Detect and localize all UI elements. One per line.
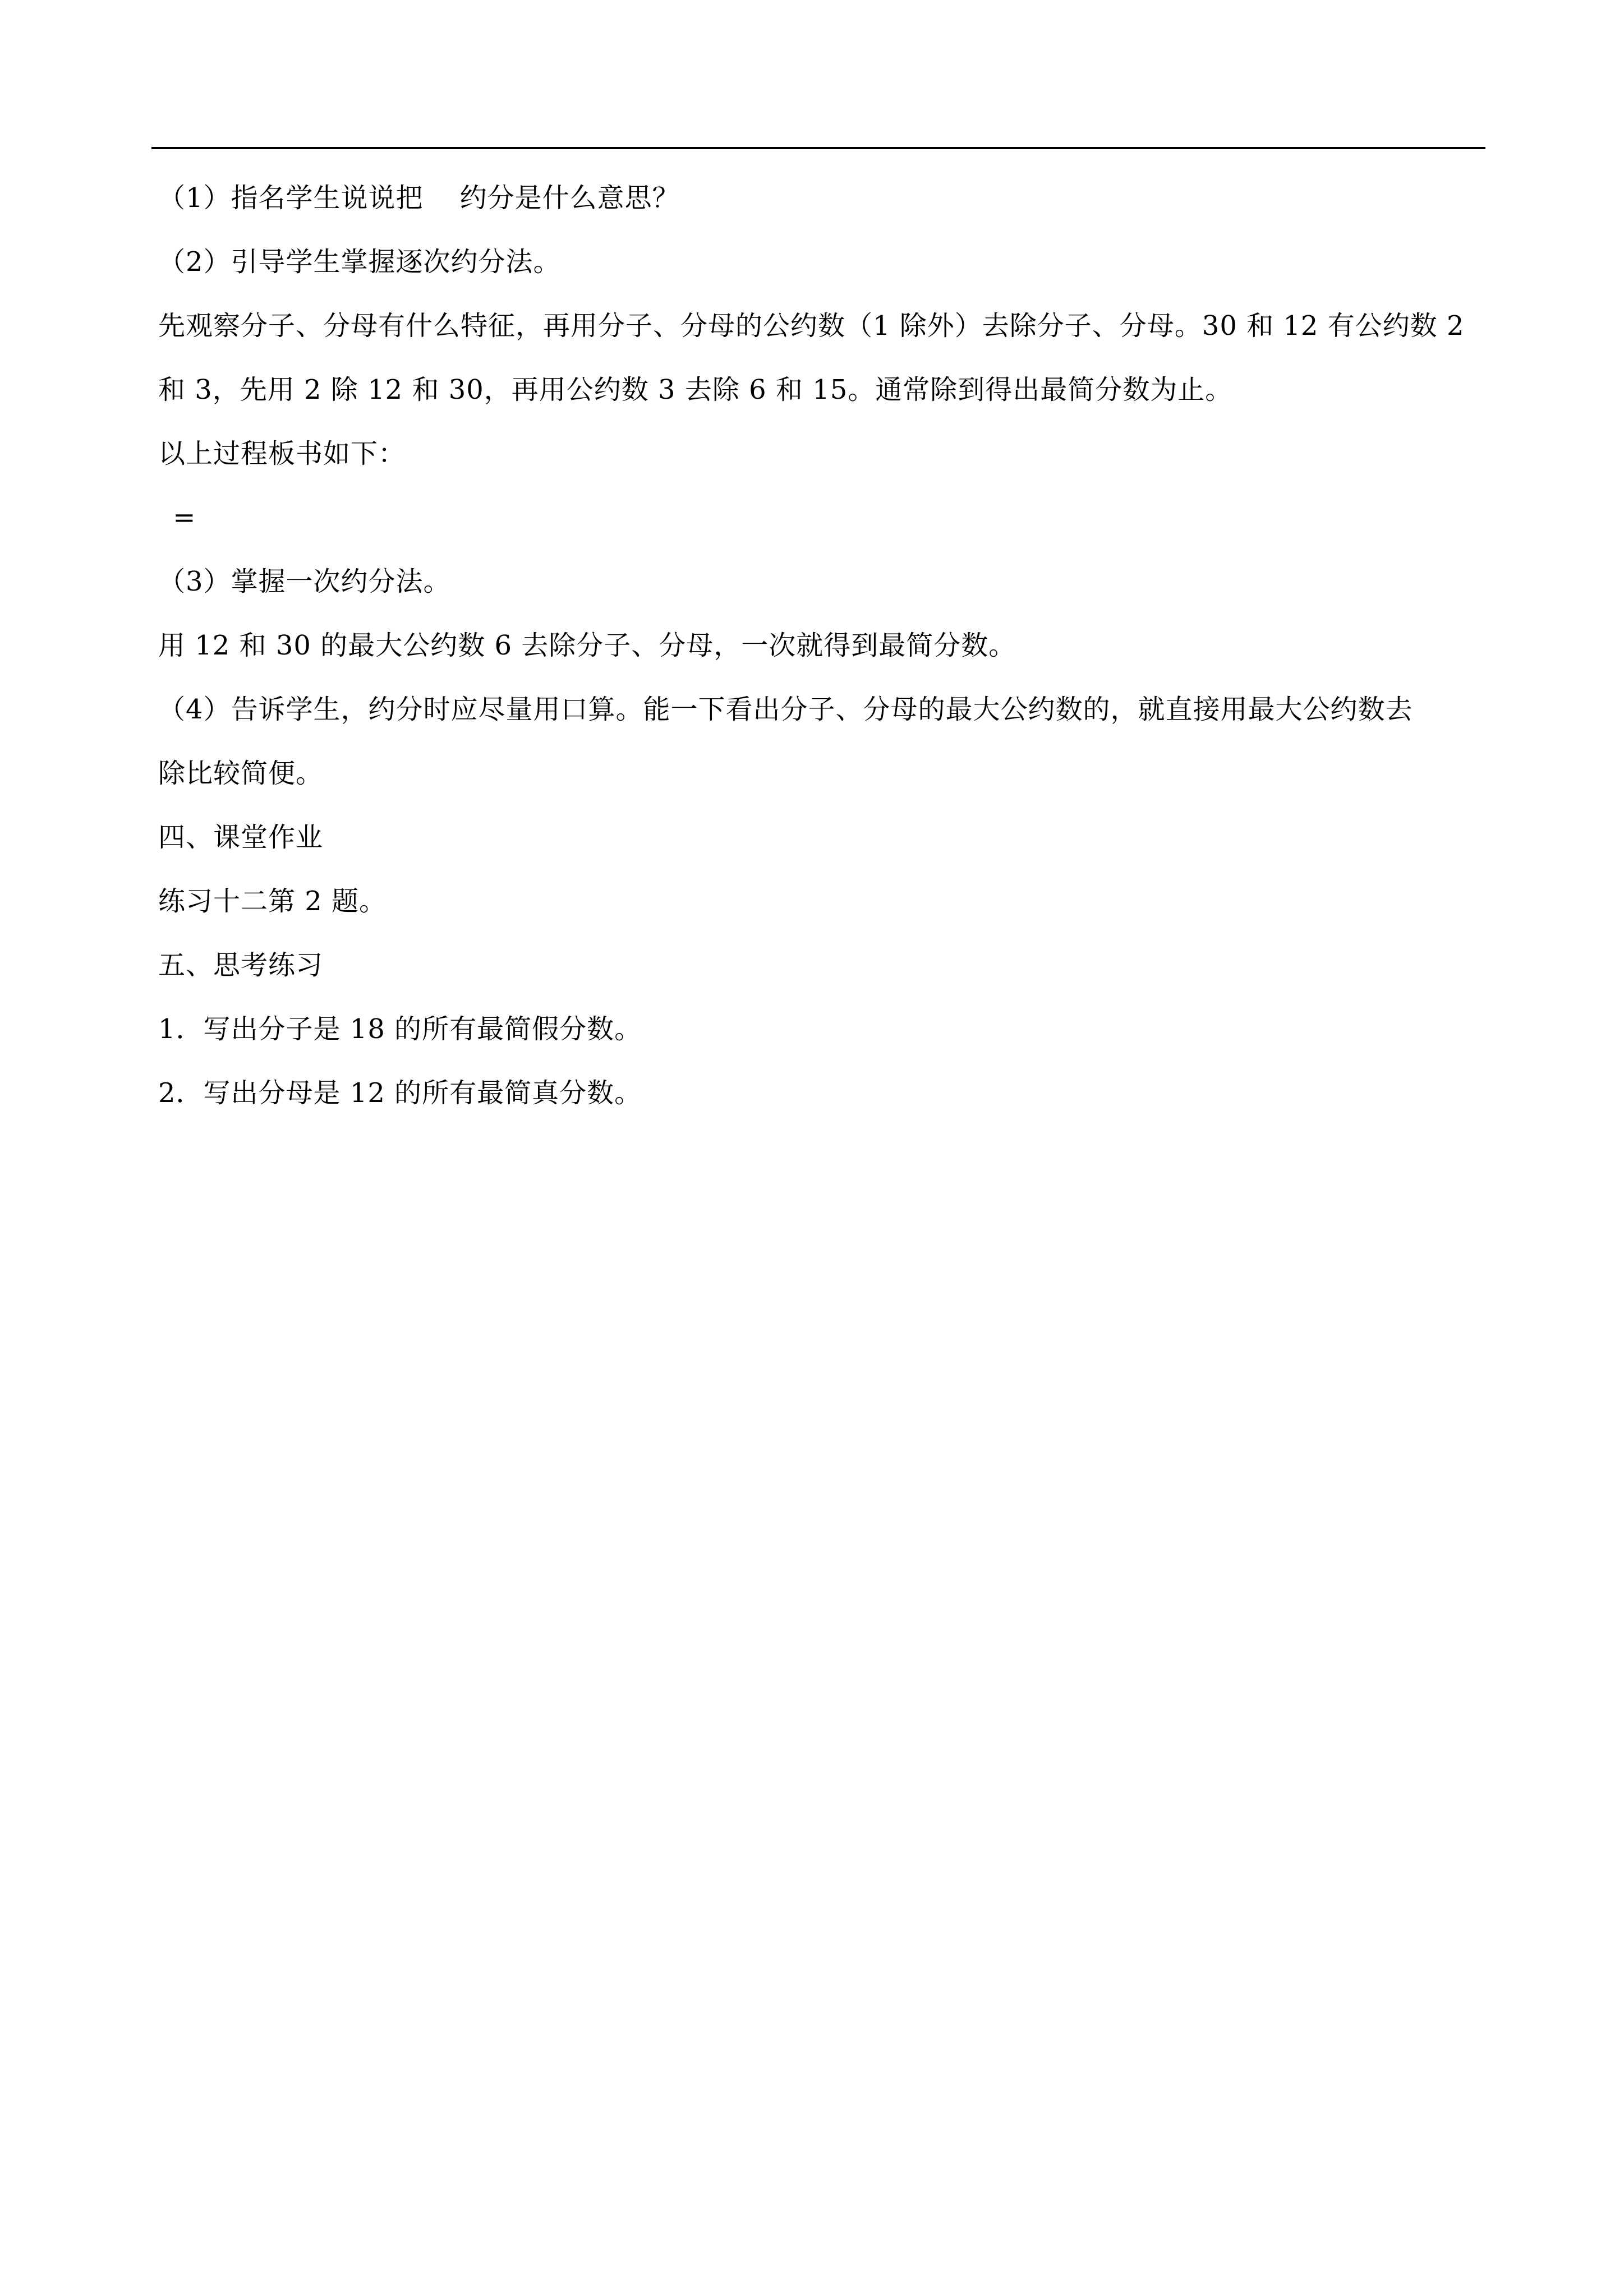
paragraph-line: 和 3，先用 2 除 12 和 30，再用公约数 3 去除 6 和 15。通常除到得出最简分数为止。 xyxy=(158,374,1233,405)
step-4-line: （4）告诉学生，约分时应尽量用口算。能一下看出分子、分母的最大公约数的，就直接用最大公约数去 xyxy=(158,694,1413,725)
paragraph-line: 用 12 和 30 的最大公约数 6 去除分子、分母，一次就得到最简分数。 xyxy=(158,630,1016,661)
paragraph-line: 练习十二第 2 题。 xyxy=(158,886,387,917)
header-rule xyxy=(151,147,1485,149)
step-3-line: （3）掌握一次约分法。 xyxy=(158,566,451,597)
paragraph-line: 除比较简便。 xyxy=(158,758,324,789)
equation-line: = xyxy=(164,502,196,533)
step-1-line: （1）指名学生说说把 约分是什么意思？ xyxy=(158,182,680,214)
paragraph-line: 先观察分子、分母有什么特征，再用分子、分母的公约数（1 除外）去除分子、分母。30 和 12 有公约数 2 xyxy=(158,310,1465,342)
paragraph-line: 以上过程板书如下： xyxy=(158,438,406,469)
section-heading: 五、思考练习 xyxy=(158,949,324,981)
exercise-item: 2．写出分母是 12 的所有最简真分数。 xyxy=(158,1077,642,1109)
document-body xyxy=(158,166,1489,1125)
exercise-item: 1．写出分子是 18 的所有最简假分数。 xyxy=(158,1013,642,1045)
step-2-line: （2）引导学生掌握逐次约分法。 xyxy=(158,246,561,278)
section-heading: 四、课堂作业 xyxy=(158,822,324,853)
